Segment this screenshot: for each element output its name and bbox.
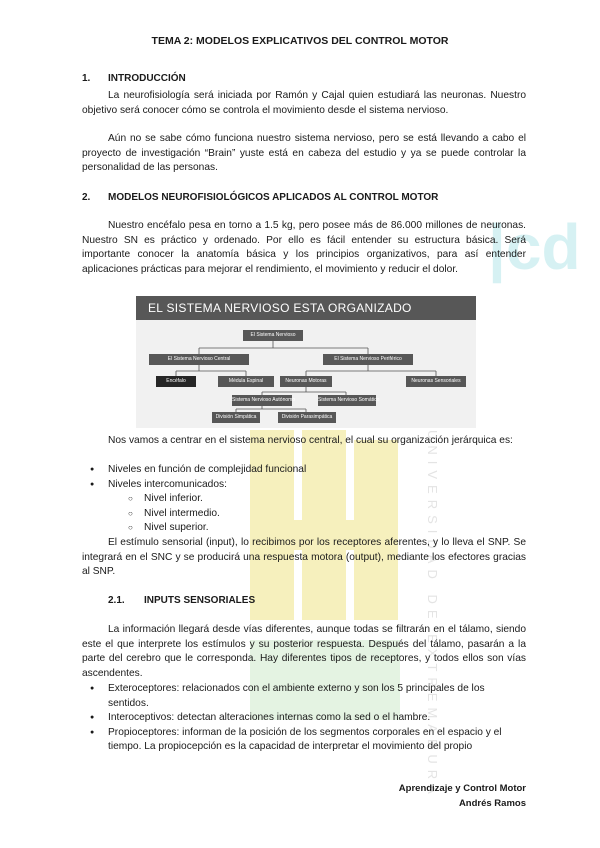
list-item: ● Propioceptores: informan de la posición de los segmentos corporales en el espacio y el tiempo. La propiocepción es la capacidad de interpretar el movimiento del propio	[88, 726, 528, 755]
section-title: MODELOS NEUROFISIOLÓGICOS APLICADOS AL CONTROL MOTOR	[108, 192, 439, 203]
node-central-ns: El Sistema Nervioso Central	[149, 354, 249, 365]
section-title: INTRODUCCIÓN	[108, 73, 186, 84]
paragraph: La neurofisiología será iniciada por Ramón y Cajal quien estudiará las neuronas. Nuestro objetivo será conocer cómo se controla el movimiento desde el sistema nervioso.	[82, 90, 526, 116]
section-heading	[82, 73, 186, 84]
node-nervous-system: El Sistema Nervioso	[243, 330, 303, 341]
sub-list	[126, 492, 220, 536]
paragraph: La información llegará desde vías diferentes, aunque todas se filtrarán en el tálamo, siendo este el que interprete los estímulos y su posterior respuesta. Después del tálamo, pasarán a la parte del cerebro que le corresponda. Hay diferentes tipos de receptores, y todos ellos son vías ascendentes.	[82, 624, 526, 679]
section-number: 2.	[82, 192, 91, 203]
node-motor-neurons: Neuronas Motoras	[280, 376, 332, 387]
watermark-logo: |cd	[488, 211, 581, 283]
nervous-system-diagram	[136, 296, 476, 428]
list-item: ● Niveles intercomunicados:	[88, 478, 528, 493]
list-item: ● Niveles en función de complejidad funcional	[88, 463, 528, 478]
section-number: 2.1.	[108, 595, 125, 606]
receptor-list	[88, 682, 528, 755]
diagram-title: EL SISTEMA NERVIOSO ESTA ORGANIZADO	[136, 296, 476, 320]
paragraph: Nos vamos a centrar en el sistema nervioso central, el cual su organización jerárquica es:	[108, 435, 513, 446]
section-title: INPUTS SENSORIALES	[144, 595, 256, 606]
paragraph: Nuestro encéfalo pesa en torno a 1.5 kg, pero posee más de 86.000 millones de neuronas. Nuestro SN es práctico y ordenado. Por ello es fácil entender su estructura básica. Será importante conocer la anatomía básica y los principios organizativos, para así entender aplicaciones prácticas para mejorar el rendimiento, el movimiento y reducir el dolor.	[82, 220, 526, 275]
node-sympathetic: División Simpática	[212, 412, 260, 423]
footer-author: Andrés Ramos	[458, 798, 526, 809]
node-sensory-neurons: Neuronas Sensoriales	[406, 376, 466, 387]
list-item: ● Exteroceptores: relacionados con el ambiente externo y son los 5 principales de los sentidos.	[88, 682, 528, 711]
paragraph: Aún no se sabe cómo funciona nuestro sistema nervioso, pero se está llevando a cabo el proyecto de investigación “Brain” yuste está en cabeza del estudio y ya se puede controlar la personalidad de las personas.	[82, 133, 526, 173]
subsection-heading	[108, 595, 255, 606]
page-title: TEMA 2: MODELOS EXPLICATIVOS DEL CONTROL MOTOR	[151, 35, 449, 47]
section-number: 1.	[82, 73, 91, 84]
footer-course: Aprendizaje y Control Motor	[398, 783, 526, 794]
node-spinal-cord: Médula Espinal	[218, 376, 274, 387]
node-peripheral-ns: El Sistema Nervioso Periférico	[323, 354, 413, 365]
list-item: ○ Nivel superior.	[126, 521, 220, 536]
section-heading	[82, 192, 438, 203]
paragraph: El estímulo sensorial (input), lo recibimos por los receptores aferentes, y lo lleva el SNP. Se integrará en el SNC y se producirá una respuesta motora (output), mediante los efectores gracias al SNP.	[82, 537, 526, 577]
node-parasympathetic: División Parasimpática	[278, 412, 336, 423]
node-brain: Encéfalo	[156, 376, 196, 387]
node-somatic-ns: Sistema Nervioso Somático	[318, 395, 376, 406]
list-item: ○ Nivel intermedio.	[126, 507, 220, 522]
list-item: ● Interoceptivos: detectan alteraciones internas como la sed o el hambre.	[88, 711, 528, 726]
bullet-list	[88, 463, 528, 492]
list-item: ○ Nivel inferior.	[126, 492, 220, 507]
watermark-logo: UNIVERSIDAD DE EXTREMADURA	[425, 430, 440, 800]
node-autonomic-ns: Sistema Nervioso Autónomo	[232, 395, 292, 406]
